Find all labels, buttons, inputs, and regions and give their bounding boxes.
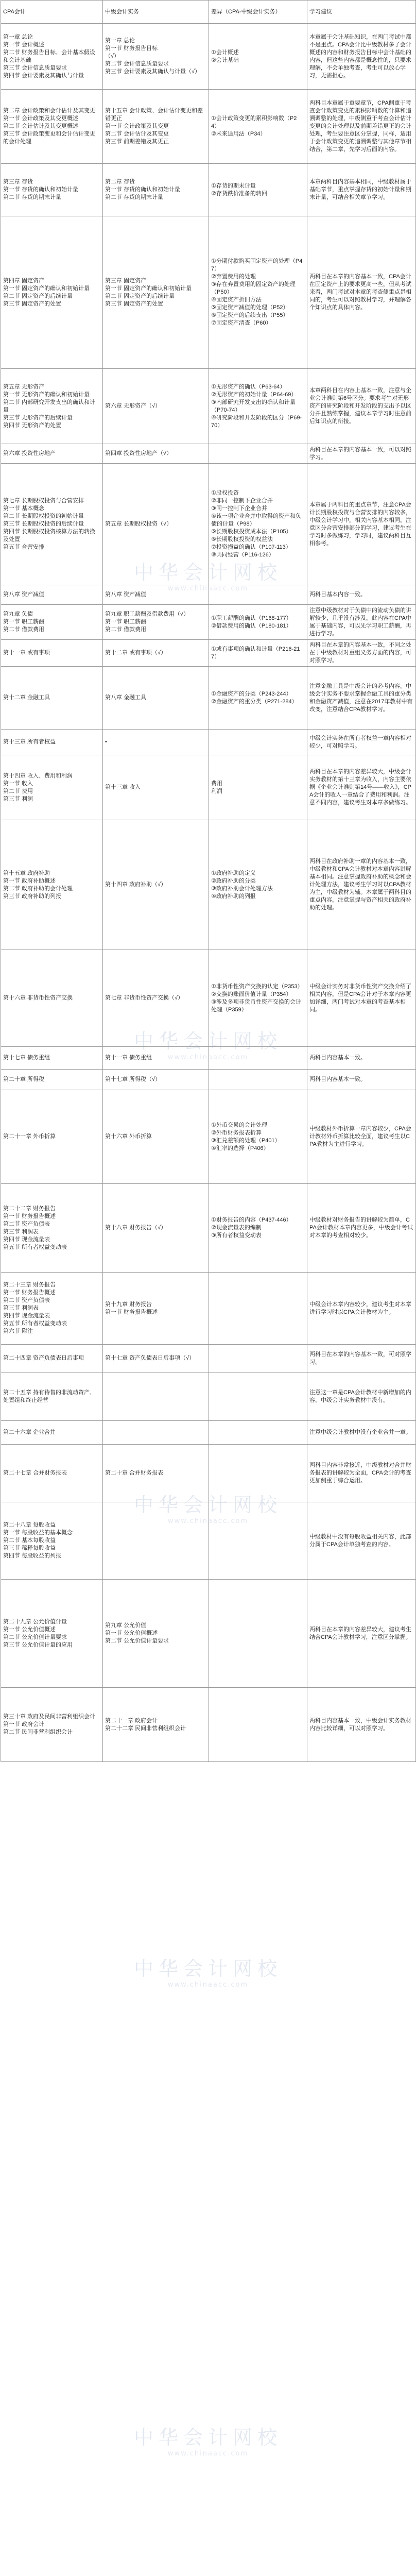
- table-row: [1, 605, 416, 640]
- cell-difference: ①非货币性资产交换的认定（P353） ②交换的账面价值计量（P354） ③涉及多项非货币性资产交换的会计处理（P359）: [209, 950, 307, 1047]
- cell-cpa: 第十四章 收入、费用和利润 第一节 收入 第二节 费用 第三节 利润: [1, 755, 103, 820]
- cell-cpa: 第二十二章 财务报告 第一节 财务报告概述 第二节 资产负债表 第三节 利润表 第四节 现金流量表 第五节 所有者权益变动表: [1, 1184, 103, 1273]
- cell-difference: [209, 1273, 307, 1345]
- cell-intermediate: 第八章 资产减值: [103, 585, 209, 605]
- cell-intermediate: 第一章 总论 第一节 财务报告目标 （√） 第二节 会计信息质量要求 第三节 会计要素及其确认与计量（√）: [103, 24, 209, 90]
- cell-advice: 两科目内容基本一致。: [307, 1047, 416, 1070]
- cell-difference: 费用 利润: [209, 755, 307, 820]
- cell-advice: 中级会计本章内容较少，建议考生对本章进行学习时以CPA会计教材为主。: [307, 1273, 416, 1345]
- cell-cpa: 第十五章 政府补助 第一节 政府补助概述 第二节 政府补助的会计处理 第三节 政府补助的列报: [1, 820, 103, 950]
- table-row: [1, 90, 416, 164]
- cell-advice: 两科目在本章的内容基本一致，可对照学习。: [307, 1345, 416, 1372]
- table-row: [1, 1345, 416, 1372]
- cell-advice: 两科目在本章的内容基本一致，可以对照学习。: [307, 444, 416, 464]
- cell-cpa: 第三十章 政府及民间非营利组织会计 第一节 政府会计 第二节 民间非营利组织会计: [1, 1688, 103, 1762]
- table-header-row: [1, 1, 416, 24]
- table-row: [1, 820, 416, 950]
- cell-difference: [209, 585, 307, 605]
- table-row: [1, 1502, 416, 1580]
- cell-difference: [209, 1372, 307, 1421]
- cell-cpa: 第十六章 非货币性资产交换: [1, 950, 103, 1047]
- watermark-brand: 中华会计网校: [133, 1494, 282, 1516]
- watermark-site: www.chinaacc.com: [167, 2450, 249, 2458]
- cell-difference: [209, 1445, 307, 1502]
- watermark-brand: 中华会计网校: [133, 1957, 282, 1980]
- cell-advice: 两科目内容非常接近，中级教材对合并财务报表的讲解较为全面，CPA会计的考查更加侧重于综合运用。: [307, 1445, 416, 1502]
- cell-cpa: 第二十九章 公允价值计量 第一节 公允价值概述 第二节 公允价值计量要求 第三节 公允价值计量的应用: [1, 1580, 103, 1688]
- table-body: [1, 24, 416, 1762]
- table-row: [1, 1372, 416, 1421]
- cell-cpa: 第十一章 或有事项: [1, 640, 103, 667]
- watermark-brand: 中华会计网校: [133, 1030, 282, 1053]
- cell-intermediate: [103, 1502, 209, 1580]
- cell-intermediate: 第十一章 债务重组: [103, 1047, 209, 1070]
- cell-advice: 两科目在本章的内容基本一致，不同之处在于中级教材对重组义务方面的内容，可对照学习。: [307, 640, 416, 667]
- table-row: [1, 730, 416, 755]
- cell-intermediate: •: [103, 730, 209, 755]
- cell-cpa: 第二十章 所得税: [1, 1070, 103, 1090]
- cell-advice: 两科目内容基本一致，中级会计实务教材内容比较详细，可以对照学习。: [307, 1688, 416, 1762]
- cell-intermediate: 第二章 存货 第一节 存货的确认和初始计量 第二节 存货的期末计量: [103, 164, 209, 216]
- cell-intermediate: 第二十一章 政府会计 第二十二章 民间非营利组织会计: [103, 1688, 209, 1762]
- table-row: [1, 1047, 416, 1070]
- cell-intermediate: 第八章 金融工具: [103, 667, 209, 730]
- cell-intermediate: 第九章 职工薪酬及借款费用（√） 第一节 职工薪酬 第二节 借款费用: [103, 605, 209, 640]
- header-cpa: CPA会计: [1, 1, 103, 24]
- cell-cpa: 第十七章 债务重组: [1, 1047, 103, 1070]
- table-row: [1, 585, 416, 605]
- cell-cpa: 第二十四章 资产负债表日后事项: [1, 1345, 103, 1372]
- cell-difference: ①分期付款购买固定资产的处理（P47） ②弃置费用的处理 ③存在弃置费用的固定资产的处理（P50） ④固定资产折旧方法 ⑤固定资产减值的处理（P52） ⑥固定资产的后续支出（P55） ⑦固定资产清查（P60）: [209, 216, 307, 369]
- cell-intermediate: 第九章 公允价值 第一节 公允价值概述 第二节 公允价值计量要求: [103, 1580, 209, 1688]
- cell-difference: [209, 730, 307, 755]
- cell-intermediate: [103, 1372, 209, 1421]
- cell-cpa: 第二十五章 持有待售的非流动资产、处置组和终止经营: [1, 1372, 103, 1421]
- cell-intermediate: 第五章 长期股权投资（√）: [103, 464, 209, 585]
- cell-cpa: 第三章 存货 第一节 存货的确认和初始计量 第二节 存货的期末计量: [1, 164, 103, 216]
- cell-intermediate: [103, 1421, 209, 1445]
- cell-difference: [209, 1580, 307, 1688]
- cell-intermediate: 第十五章 会计政策、会计估计变更和差错更正 第一节 会计政策及其变更 第二节 会计估计及其变更 第三节 前期差错及其更正: [103, 90, 209, 164]
- watermark-brand: 中华会计网校: [133, 561, 282, 584]
- cell-cpa: 第二十八章 每股收益 第一节 每股收益的基本概念 第二节 基本每股收益 第三节 稀释每股收益 第四节 每股收益的列报: [1, 1502, 103, 1580]
- cell-intermediate: 第七章 非货币性资产交换（√）: [103, 950, 209, 1047]
- cell-difference: [209, 1070, 307, 1090]
- table-row: [1, 464, 416, 585]
- cell-difference: ①存货的期末计量 ②存货跌价准备的转回: [209, 164, 307, 216]
- table-row: [1, 667, 416, 730]
- cell-cpa: 第二十一章 外币折算: [1, 1090, 103, 1184]
- table-row: [1, 640, 416, 667]
- cell-advice: 中级会计实务对非货币性资产交换介绍了相关内容，但是CPA会计对于本章内容更加详细，两门考试对本章的考查基本相同。: [307, 950, 416, 1047]
- cell-cpa: 第五章 无形资产 第一节 无形资产的确认和初始计量 第二节 内部研究开发支出的确认和计量 第三节 无形资产的后续计量 第四节 无形资产的处置: [1, 369, 103, 444]
- table-row: [1, 24, 416, 90]
- header-intermediate: 中级会计实务: [103, 1, 209, 24]
- watermark-site: www.chinaacc.com: [167, 585, 249, 592]
- table-row: [1, 1421, 416, 1445]
- cell-advice: 两科目在本章的内容差异较大，中级会计实务教材的第十三章为收入，内容主要依据《企业会计准则第14号——收入》，CPA会计的收入一章结合了费用和利润。注意不同内容，建议考生对本章多做练习。: [307, 755, 416, 820]
- cell-advice: 本章属于两科目的重点章节，注意CPA会计长期股权投资与合营安排的内容较多，中级会计学习中，相关内容基本相同。注意区分合营安排部分的学习，建议考生在学习时多做练习，学习时，建议两科目互相参考。: [307, 464, 416, 585]
- cell-cpa: 第十三章 所有者权益: [1, 730, 103, 755]
- cell-cpa: 第四章 固定资产 第一节 固定资产的确认和初始计量 第二节 固定资产的后续计量 第三节 固定资产的处置: [1, 216, 103, 369]
- table-row: [1, 1688, 416, 1762]
- cell-intermediate: 第四章 投资性房地产（√）: [103, 444, 209, 464]
- table-row: [1, 950, 416, 1047]
- cell-intermediate: 第三章 固定资产 第一节 固定资产的确认和初始计量 第二节 固定资产的后续计量 第三节 固定资产的处置: [103, 216, 209, 369]
- table-row: [1, 1070, 416, 1090]
- cell-advice: 中级教材对财务报告的讲解较为简单，CPA会计教材本章内容更多，中级会计考试对本章的考查相对较少。: [307, 1184, 416, 1273]
- cell-advice: 注意金融工具是中级会计的必考内容。中级会计实务不要求掌握金融工具的重分类和金融资产减值，注意在2017年教材中有改变，注意结合CPA教材学习。: [307, 667, 416, 730]
- cell-cpa: 第二章 会计政策和会计估计及其变更 第一节 会计政策及其变更概述 第二节 会计估计及其变更概述 第三节 会计政策变更和会计估计变更的会计处理: [1, 90, 103, 164]
- watermark: [0, 1953, 416, 1989]
- cell-intermediate: 第十七章 所得税（√）: [103, 1070, 209, 1090]
- cell-difference: ①会计概述 ②会计基础: [209, 24, 307, 90]
- cell-advice: 本章两科目内容基本相同，中级教材属于基础章节，重点掌握存货的初始计量和期末计量，可结合相关章节学习。: [307, 164, 416, 216]
- cell-advice: 两科目在本章的内容基本一致，CPA会计在固定资产上的要求更高一些，但从考试来看，两门考试对本章的考查侧重点是相同的，考生可以对照教材学习，并理解各个知识点的具体内容。: [307, 216, 416, 369]
- table-row: [1, 1580, 416, 1688]
- cell-intermediate: 第十七章 资产负债表日后事项（√）: [103, 1345, 209, 1372]
- table-row: [1, 1273, 416, 1345]
- cell-cpa: 第九章 负债 第一节 职工薪酬 第二节 借款费用: [1, 605, 103, 640]
- cell-advice: 中级会计实务在所有者权益一章内容相对较少，可对照学习。: [307, 730, 416, 755]
- cell-advice: 注意中级会计教材中没有企业合并一章。: [307, 1421, 416, 1445]
- cell-difference: [209, 1047, 307, 1070]
- cell-cpa: 第一章 总论 第一节 会计概述 第二节 财务报告目标、会计基本假设和会计基础 第三节 会计信息质量要求 第四节 会计要素及其确认与计量: [1, 24, 103, 90]
- cell-advice: 两科目内容基本一致。: [307, 1070, 416, 1090]
- cell-difference: ①职工薪酬的确认（P168-177） ②借款费用的确认（P180-181）: [209, 605, 307, 640]
- cell-advice: 两科目在政府补助一章的内容基本一致，中级教材和CPA会计教材对本章内容讲解基本相同。注意掌握政府补助的概念和会计处理方法，建议考生学习时以CPA教材为主，中级教材为辅。本章属于两科目的重点内容，注意掌握与资产相关的政府补助的处理。: [307, 820, 416, 950]
- cell-difference: [209, 444, 307, 464]
- table-row: [1, 216, 416, 369]
- cell-difference: ①股权投资 ②非同一控制下企业合并 ③同一控制下企业合并 ④该一项企业合并中取得的资产和负债的计量（P98） ⑤长期股权投资成本法（P105） ⑥长期股权投资的权益法 ⑦投资损益的确认（P107-113） ⑧共同经营（P116-126）: [209, 464, 307, 585]
- cell-intermediate: 第十四章 政府补助（√）: [103, 820, 209, 950]
- cell-cpa: 第八章 资产减值: [1, 585, 103, 605]
- cell-difference: [209, 1345, 307, 1372]
- cell-difference: ①会计政策变更的累积影响数（P24） ②未来适用法（P34）: [209, 90, 307, 164]
- cell-advice: 两科目本章属于重要章节，CPA侧重于考查会计政策变更的累积影响数的计算和追溯调整的处理，中级侧重于考查会计估计变更的会计处理以及前期差错更正的会计处理，考生要注意区分掌握，同样，适用于会计政策变更的追溯调整与其他章节相结合，第二章，先学习后面的内容。: [307, 90, 416, 164]
- table-row: [1, 164, 416, 216]
- watermark-site: www.chinaacc.com: [167, 1054, 249, 1061]
- header-advice: 学习建议: [307, 1, 416, 24]
- comparison-table: [1, 0, 416, 1762]
- cell-advice: 注意中级教材对于负债中的流动负债的讲解较少，几乎没有涉及，此内容在CPA中属于基础内容，可以先学习职工薪酬，再进行学习。: [307, 605, 416, 640]
- table-row: [1, 1090, 416, 1184]
- cell-intermediate: 第十九章 财务报告 第一节 财务报告概述: [103, 1273, 209, 1345]
- cell-advice: 本章两科目在内容上基本一致，注意与企业会计准则第6号区分。要求考生对无形资产的研究阶段和开发阶段的支出予以区分并且熟练掌握，建议本章学习时注意前后知识点的衔接。: [307, 369, 416, 444]
- cell-intermediate: 第十八章 财务报告（√）: [103, 1184, 209, 1273]
- cell-cpa: 第二十六章 企业合并: [1, 1421, 103, 1445]
- table-row: [1, 444, 416, 464]
- cell-advice: 两科目在本章的内容差异较大，建议考生结合CPA会计教材学习，注意区分掌握。: [307, 1580, 416, 1688]
- cell-intermediate: 第二十章 合并财务报表: [103, 1445, 209, 1502]
- table-row: [1, 369, 416, 444]
- cell-intermediate: 第十六章 外币折算: [103, 1090, 209, 1184]
- cell-difference: ①或有事项的确认和计量（P216-217）: [209, 640, 307, 667]
- cell-difference: ①外币交易的会计处理 ②外币财务报表折算 ③汇兑差额的处理（P401） ④汇率的选择（P406）: [209, 1090, 307, 1184]
- cell-difference: ①无形资产的确认（P63-64） ②无形资产的初始计量（P64-69） ③内部研究开发支出的确认和计量（P70-74） ④研究阶段和开发阶段的区分（P69-70）: [209, 369, 307, 444]
- watermark-brand: 中华会计网校: [133, 2426, 282, 2449]
- cell-difference: ①政府补助的定义 ②政府补助的分类 ③政府补助会计处理方法 ④政府补助的列报: [209, 820, 307, 950]
- cell-intermediate: 第十二章 或有事项（√）: [103, 640, 209, 667]
- cell-difference: ①金融资产的分类（P243-244） ②金融资产的重分类（P271-284）: [209, 667, 307, 730]
- watermark-site: www.chinaacc.com: [167, 1517, 249, 1525]
- cell-advice: 本章属于会计基础知识，在两门考试中都不是重点。CPA会计比中级教材多了会计概述的内容和财务报告目标中会计基础的内容，但这些内容都是概念性的，只要求理解，不会单独考查，考生可以放心学习，无需担心。: [307, 24, 416, 90]
- cell-advice: 注意这一章是CPA会计教材中新增加的内容，中级会计实务教材中没有。: [307, 1372, 416, 1421]
- cell-difference: ①财务报告的内容（P437-446） ②现金流量表的编制 ③所有者权益变动表: [209, 1184, 307, 1273]
- cell-cpa: 第七章 长期股权投资与合营安排 第一节 基本概念 第二节 长期股权投资的初始计量 第三节 长期股权投资的后续计量 第四节 长期股权投资核算方法的转换及处置 第五节 合营安排: [1, 464, 103, 585]
- cell-advice: 中级教材外币折算一章内容较少，CPA会计教材外币折算比较全面，建议考生以CPA教材为主进行学习。: [307, 1090, 416, 1184]
- cell-difference: [209, 1688, 307, 1762]
- table-row: [1, 1445, 416, 1502]
- table-row: [1, 1184, 416, 1273]
- cell-advice: 两科目基本内容一致。: [307, 585, 416, 605]
- cell-difference: [209, 1502, 307, 1580]
- watermark-site: www.chinaacc.com: [167, 1981, 249, 1989]
- watermark: [0, 2421, 416, 2458]
- cell-intermediate: 第六章 无形资产（√）: [103, 369, 209, 444]
- cell-advice: 中级教材中没有每股收益相关内容，此部分属于CPA会计单独考查的内容。: [307, 1502, 416, 1580]
- cell-cpa: 第二十三章 财务报告 第一节 财务报告概述 第二节 资产负债表 第三节 利润表 第四节 现金流量表 第五节 所有者权益变动表 第六节 附注: [1, 1273, 103, 1345]
- cell-cpa: 第十二章 金融工具: [1, 667, 103, 730]
- cell-cpa: 第二十七章 合并财务报表: [1, 1445, 103, 1502]
- cell-intermediate: 第十三章 收入: [103, 755, 209, 820]
- cell-cpa: 第六章 投资性房地产: [1, 444, 103, 464]
- cell-difference: [209, 1421, 307, 1445]
- table-row: [1, 755, 416, 820]
- header-difference: 差异（CPA-中级会计实务）: [209, 1, 307, 24]
